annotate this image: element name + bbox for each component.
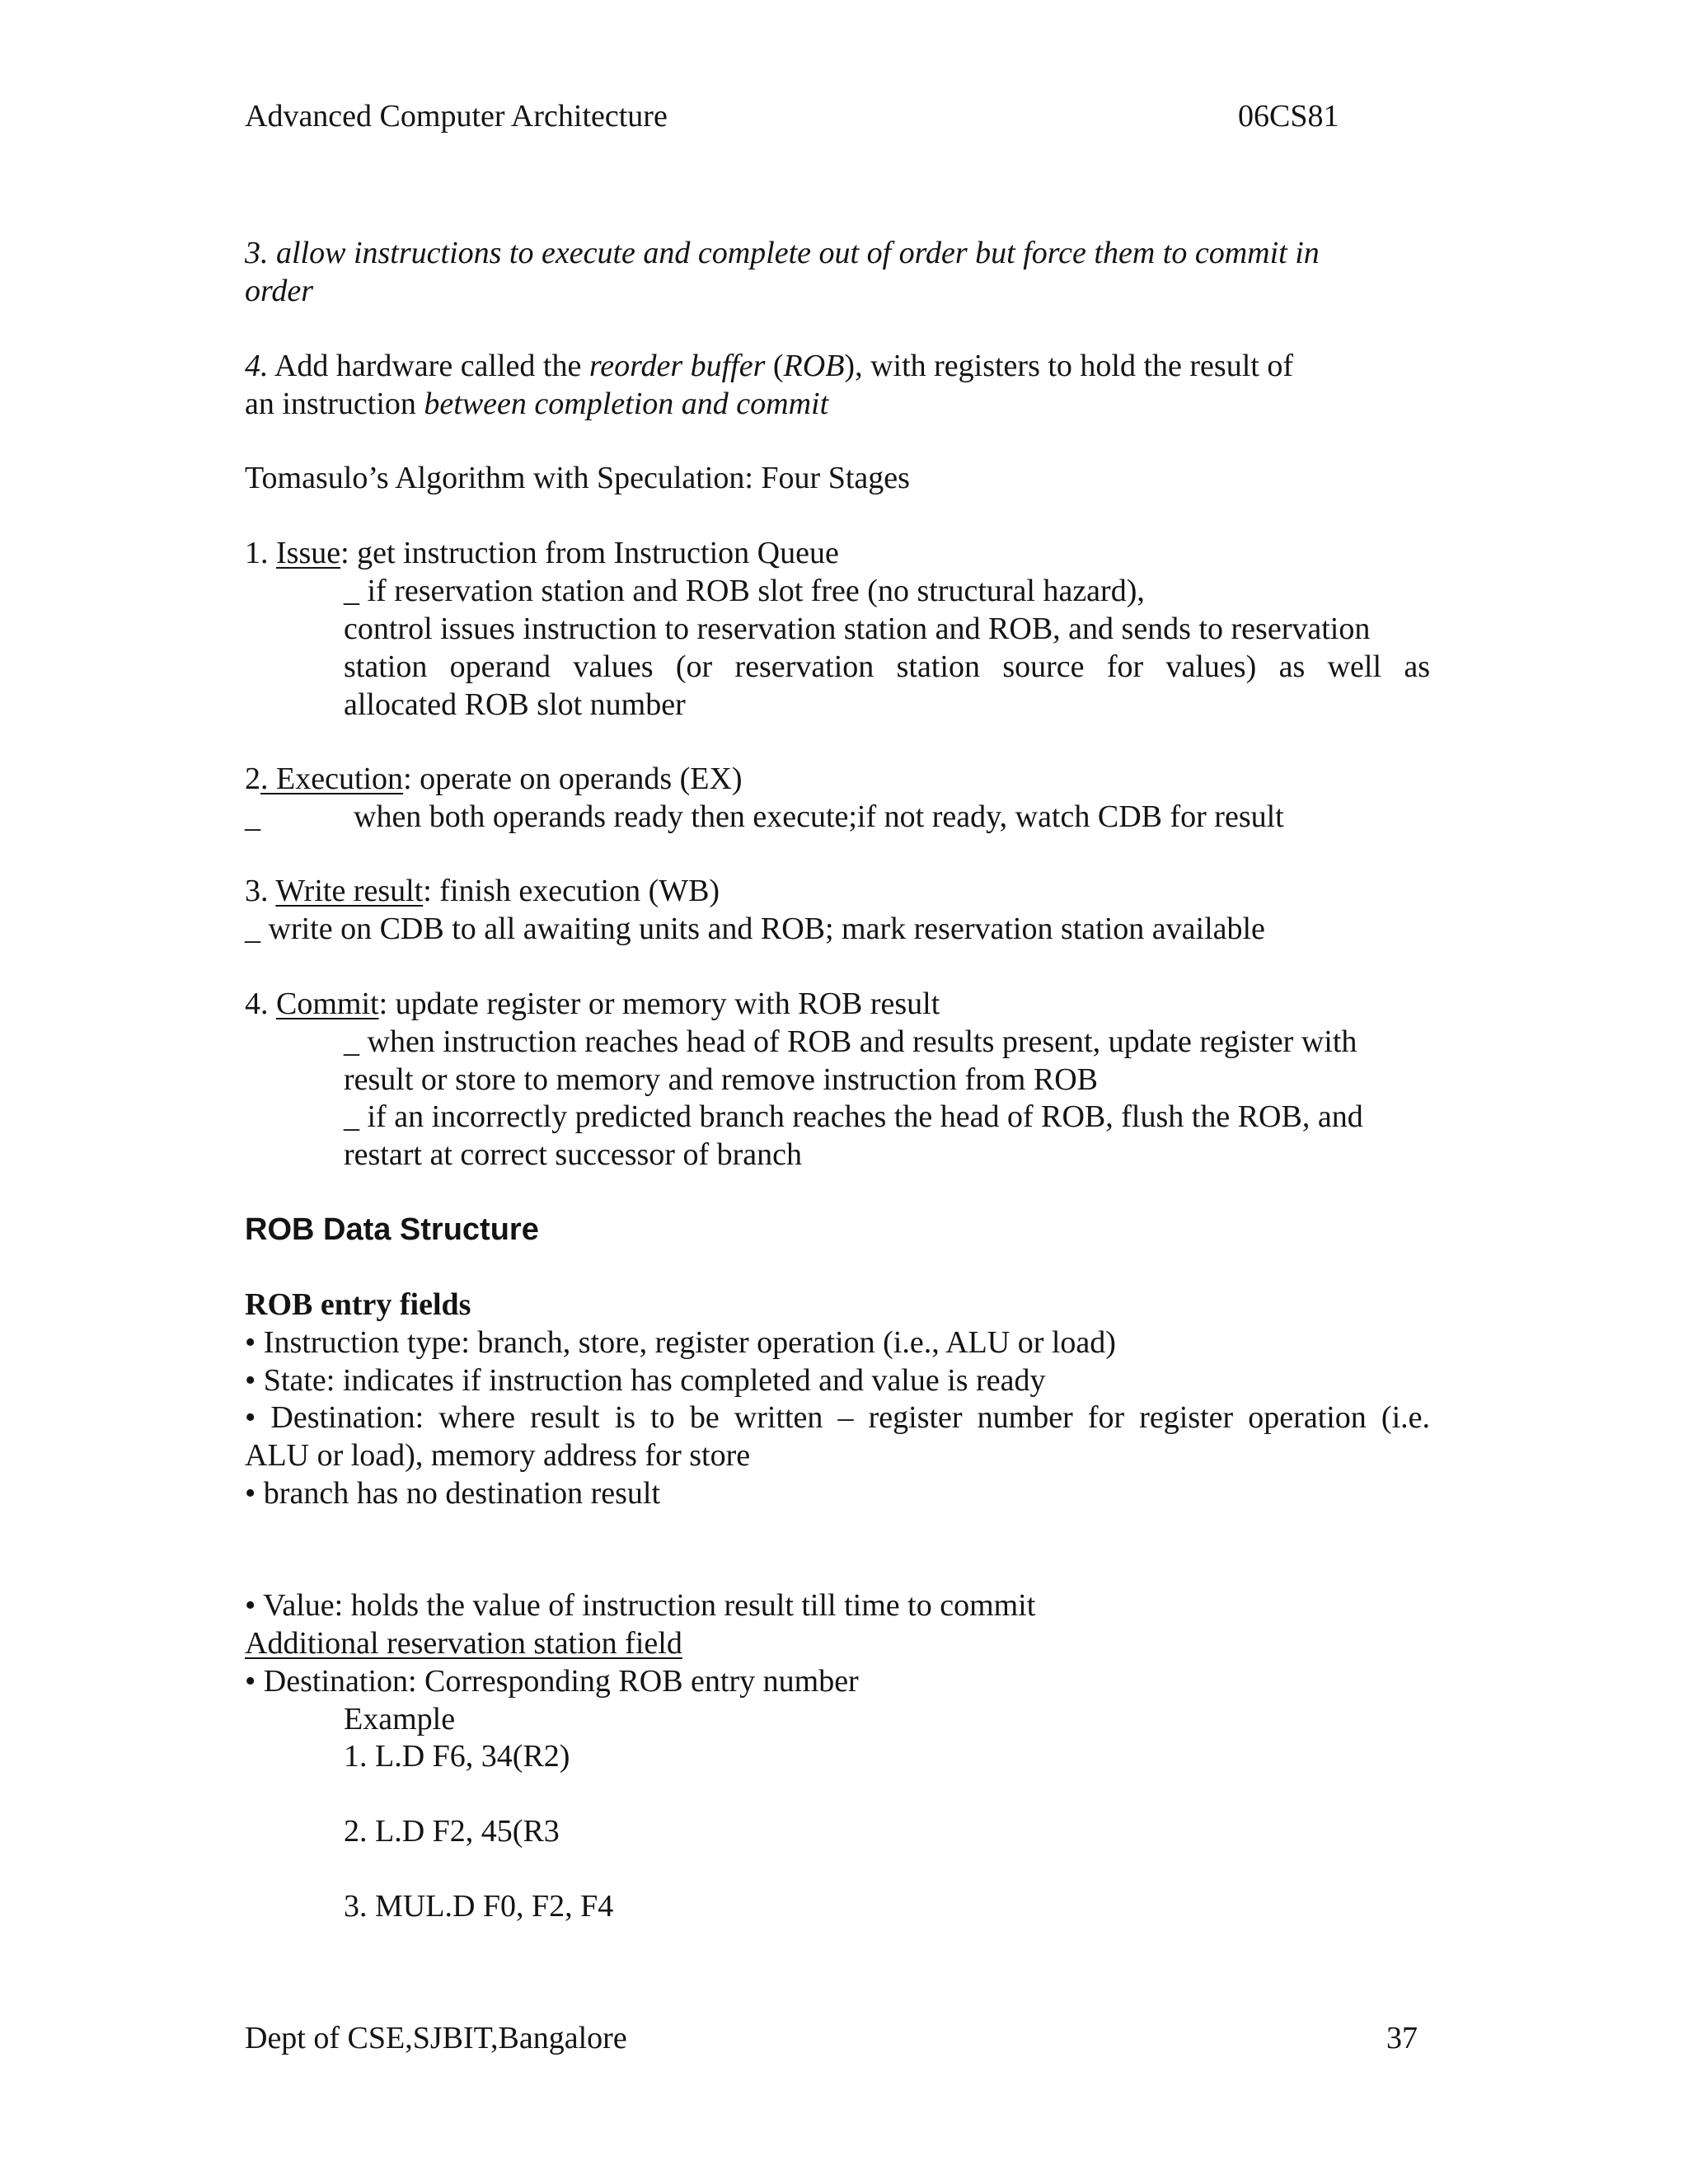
example-item-1: 1. L.D F6, 34(R2) <box>344 1739 570 1774</box>
stage3-line <box>245 872 720 910</box>
rob-heading: ROB Data Structure <box>245 1212 539 1247</box>
stage2-name: . Execution <box>260 762 404 796</box>
rob-field-1: • Instruction type: branch, store, register operation (i.e., ALU or load) <box>245 1325 1116 1360</box>
rob-field-4: • branch has no destination result <box>245 1476 661 1511</box>
stage1-line <box>245 534 839 572</box>
stage1-sub2-l2 <box>344 648 1430 686</box>
stage2-line <box>245 760 743 798</box>
rob-field-3-l1 <box>245 1399 1430 1436</box>
stage1-sub2-l2-text: station operand values (or reservation station source for values) as well as <box>344 649 1430 684</box>
intro-item4-num: 4. <box>245 349 269 383</box>
stage4-sub2-l1: _ if an incorrectly predicted branch reaches the head of ROB, flush the ROB, and <box>344 1099 1363 1134</box>
header-code: 06CS81 <box>1238 99 1339 134</box>
intro-item3-line1: 3. allow instructions to execute and complete out of order but force them to commit in <box>245 236 1320 270</box>
stage1-sub1: _ if reservation station and ROB slot free (no structural hazard), <box>344 574 1145 608</box>
intro-item4-c: ), with registers to hold the result of <box>844 349 1293 383</box>
intro-item4-line2-italic: between completion and commit <box>424 387 829 421</box>
stage4-name: Commit <box>276 987 379 1021</box>
stage4-desc: : update register or memory with ROB result <box>378 987 940 1021</box>
stage1-num: 1. <box>245 536 276 570</box>
rob-field-3-l1-text: • Destination: where result is to be written – register number for register operation (i.e. <box>245 1400 1430 1435</box>
stage3-desc: : finish execution (WB) <box>423 874 720 908</box>
rob-fields-title: ROB entry fields <box>245 1287 471 1322</box>
stage4-num: 4. <box>245 987 276 1021</box>
stage2-sub1: when both operands ready then execute;if not ready, watch CDB for result <box>354 799 1284 834</box>
stage3-name: Write result <box>275 874 424 908</box>
intro-item4-rob-italic: reorder buffer <box>588 349 766 383</box>
header-title: Advanced Computer Architecture <box>245 99 668 134</box>
stage2-num: 2 <box>245 762 260 796</box>
rob-field-6: • Destination: Corresponding ROB entry number <box>245 1664 859 1699</box>
stage1-name: Issue <box>276 536 341 570</box>
rob-field-3-l2: ALU or load), memory address for store <box>245 1438 751 1473</box>
stage1-sub2-l3: allocated ROB slot number <box>344 687 686 722</box>
example-item-3: 3. MUL.D F0, F2, F4 <box>344 1889 614 1924</box>
stage1-desc: : get instruction from Instruction Queue <box>340 536 839 570</box>
additional-field-heading: Additional reservation station field <box>245 1626 682 1661</box>
rob-field-2: • State: indicates if instruction has completed and value is ready <box>245 1363 1046 1398</box>
stage4-sub1-l2: result or store to memory and remove instruction from ROB <box>344 1062 1098 1097</box>
intro-item4-a: Add hardware called the <box>268 349 589 383</box>
intro-item4-line2 <box>245 385 828 423</box>
stage2-bullet: _ <box>245 799 260 834</box>
rob-field-5: • Value: holds the value of instruction result till time to commit <box>245 1588 1036 1623</box>
intro-item4-b: ( <box>765 349 784 383</box>
stage4-sub1-l1: _ when instruction reaches head of ROB and results present, update register with <box>344 1024 1357 1059</box>
stage3-sub1: _ write on CDB to all awaiting units and ROB; mark reservation station available <box>245 912 1265 946</box>
intro-item4-line1 <box>245 347 1293 385</box>
stage4-line <box>245 985 940 1023</box>
intro-item3-line2: order <box>245 274 314 308</box>
intro-item4-rob-abbr: ROB <box>783 349 845 383</box>
footer-page-number: 37 <box>1386 2021 1418 2055</box>
example-label: Example <box>344 1702 456 1736</box>
example-item-2: 2. L.D F2, 45(R3 <box>344 1814 560 1849</box>
footer-dept: Dept of CSE,SJBIT,Bangalore <box>245 2021 627 2055</box>
stage3-num: 3. <box>245 874 276 908</box>
intro-item4-line2-a: an instruction <box>245 387 424 421</box>
stages-title: Tomasulo’s Algorithm with Speculation: Four Stages <box>245 461 910 495</box>
stage4-sub2-l2: restart at correct successor of branch <box>344 1137 802 1172</box>
stage2-desc: : operate on operands (EX) <box>403 762 743 796</box>
stage1-sub2-l1: control issues instruction to reservation station and ROB, and sends to reservation <box>344 612 1371 646</box>
